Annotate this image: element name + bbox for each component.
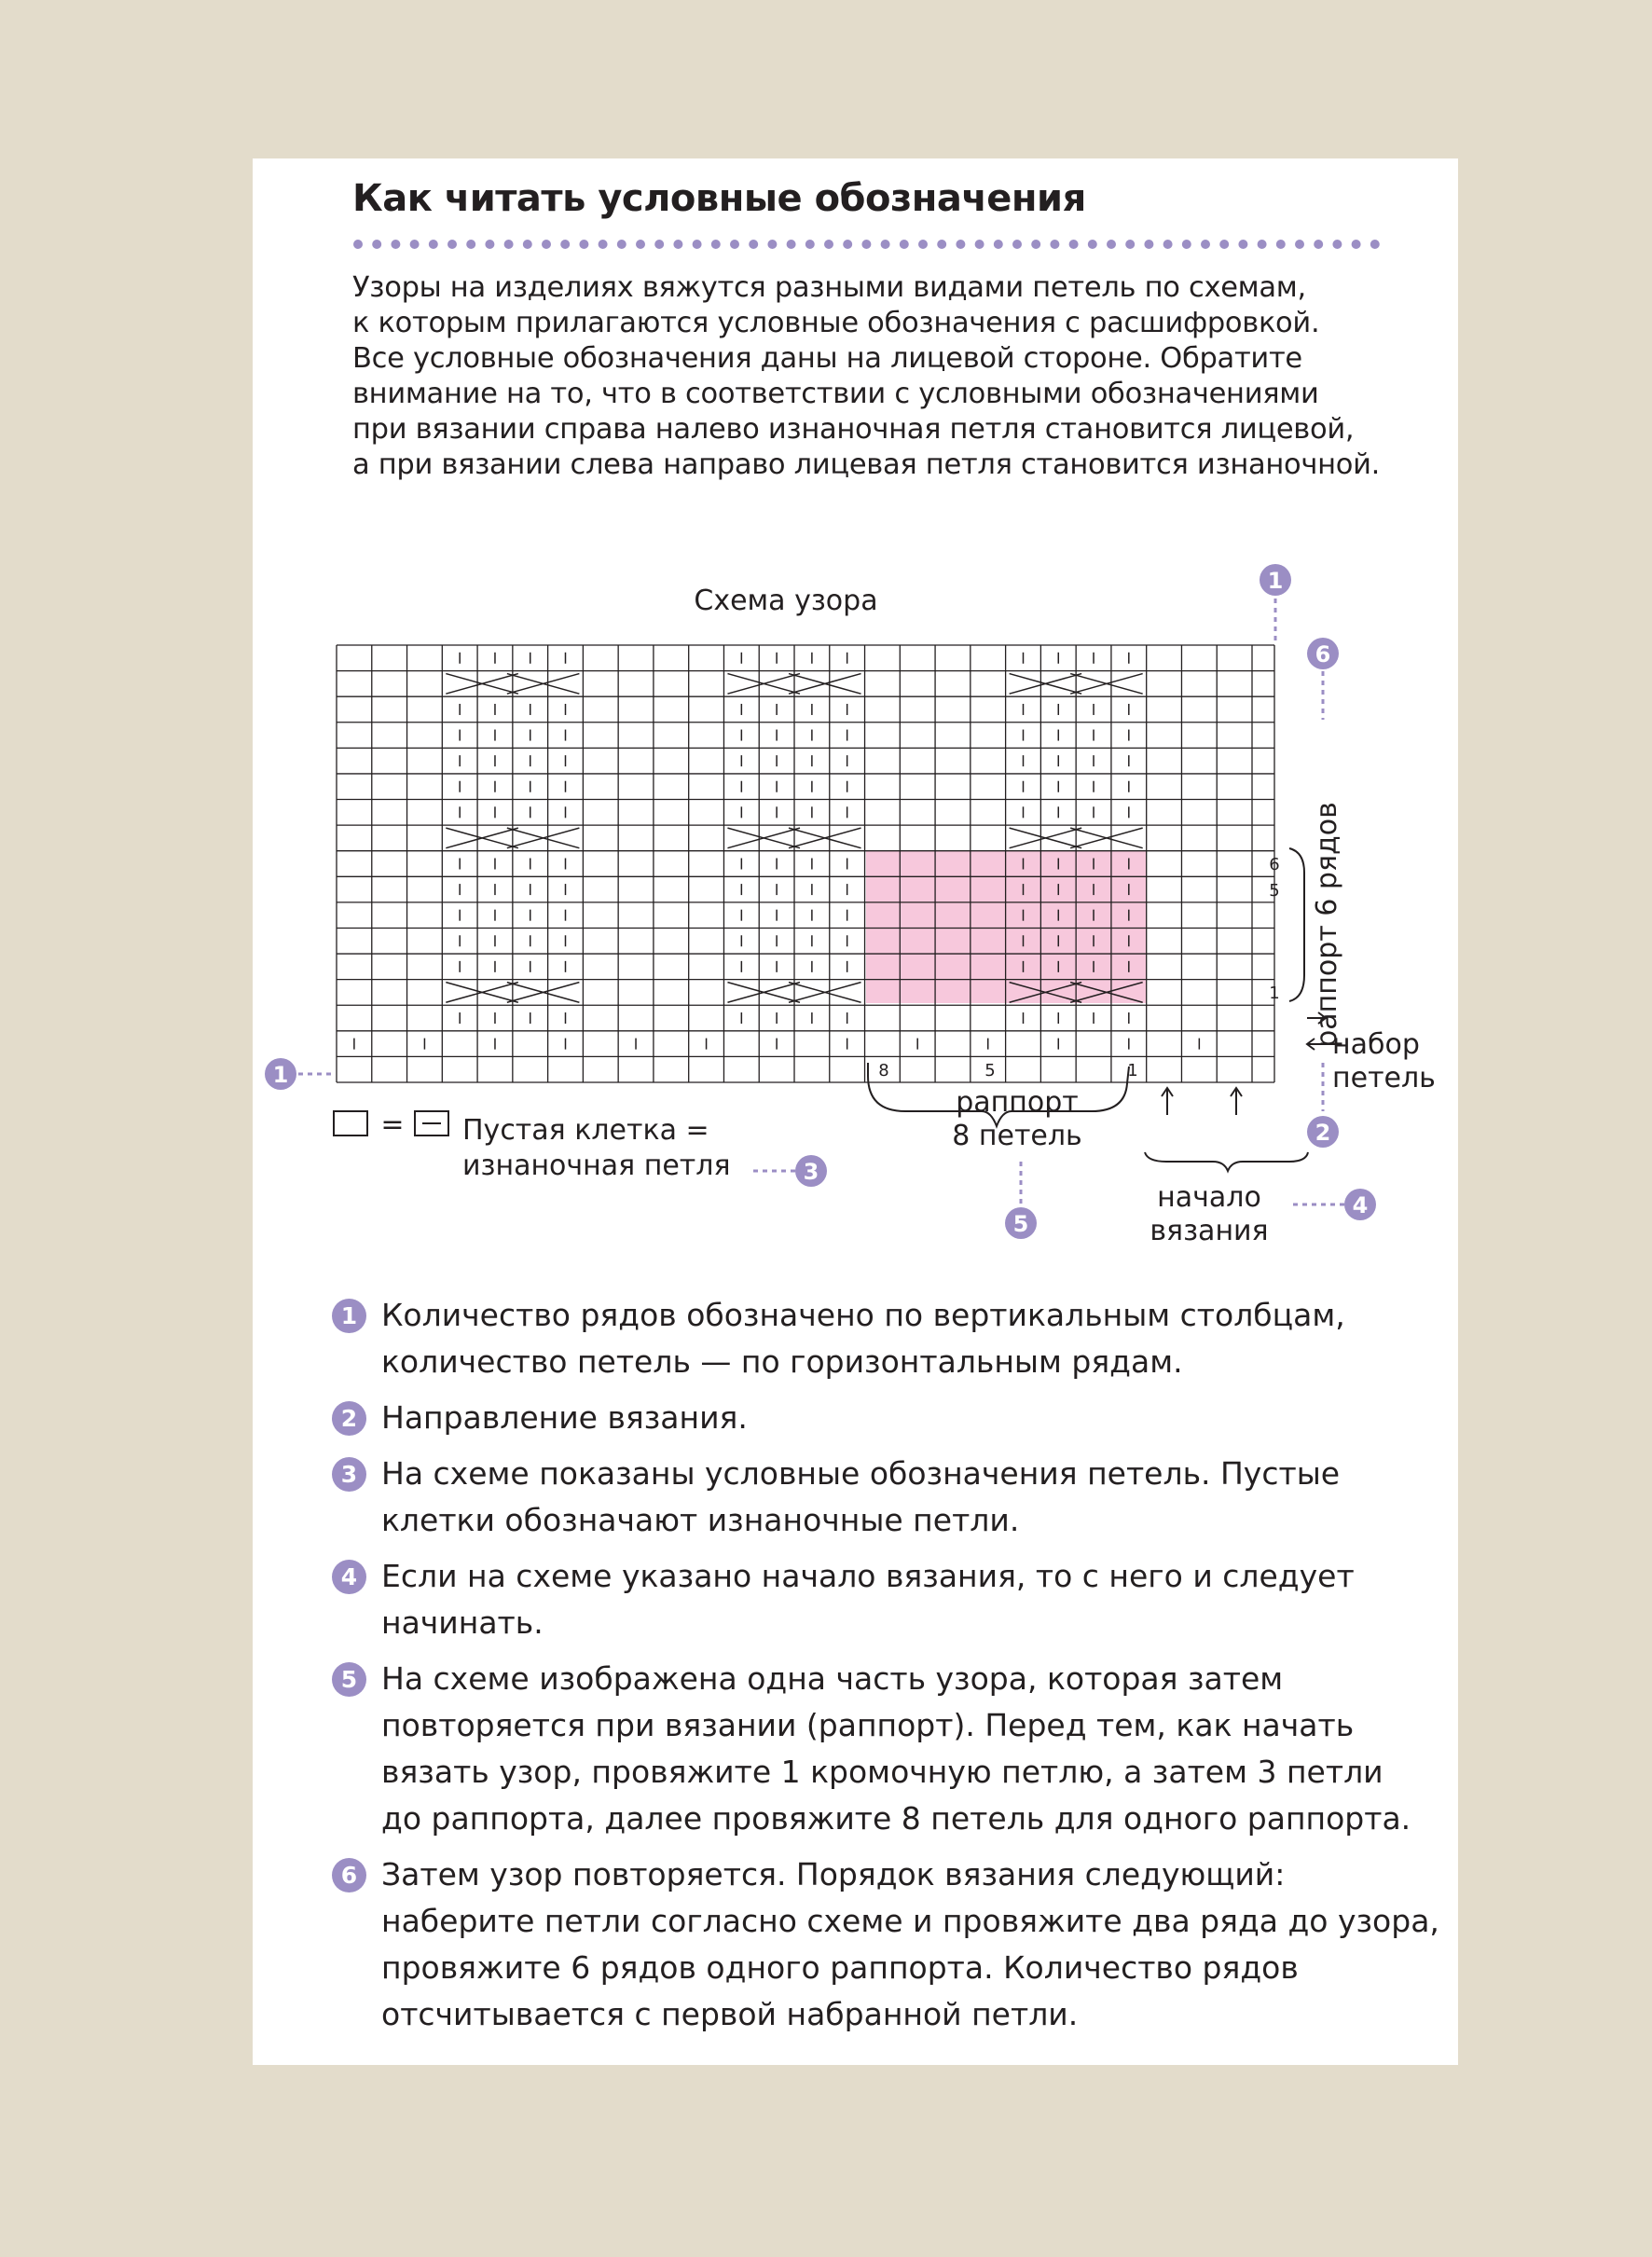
divider-dot: [1031, 240, 1040, 249]
note-line: Затем узор повторяется. Порядок вязания следующий:: [381, 1856, 1286, 1892]
note-badge: 1: [332, 1299, 366, 1333]
badge-3-number: 3: [803, 1159, 819, 1185]
start-label-2: вязания: [1150, 1215, 1269, 1247]
divider-dot: [599, 240, 608, 249]
note-line: На схеме изображена одна часть узора, которая затем: [381, 1660, 1284, 1697]
divider-dot: [410, 240, 420, 249]
repeat-rows-bracket: [1289, 848, 1304, 1001]
note-item: [332, 1292, 1432, 1385]
divider-dot: [654, 240, 664, 249]
divider-dot: [1219, 240, 1229, 249]
note-badge: 2: [332, 1401, 366, 1436]
divider-dot: [429, 240, 438, 249]
divider-dot: [861, 240, 871, 249]
page-title: Как читать условные обозначения: [352, 177, 1086, 220]
note-line: количество петель — по горизонтальным рядам.: [381, 1343, 1183, 1380]
divider-dot: [994, 240, 1003, 249]
divider-dot: [956, 240, 965, 249]
legend-line-2: изнаночная петля: [462, 1149, 731, 1182]
divider-dot: [711, 240, 721, 249]
note-line: Если на схеме указано начало вязания, то с него и следует: [381, 1558, 1355, 1594]
intro-line: при вязании справа налево изнаночная петля становится лицевой,: [352, 413, 1355, 446]
note-item: [332, 1656, 1432, 1842]
divider-dot: [1088, 240, 1097, 249]
note-line: повторяется при вязании (раппорт). Перед тем, как начать: [381, 1707, 1355, 1743]
intro-paragraph: [352, 270, 1387, 483]
badge-5-number: 5: [1012, 1211, 1029, 1237]
divider-dot: [900, 240, 909, 249]
repeat-stitches-label-2: 8 петель: [952, 1120, 1082, 1152]
divider-dot: [1314, 240, 1323, 249]
divider-dot: [730, 240, 739, 249]
divider-dot: [1163, 240, 1173, 249]
row-number-6: 6: [1269, 855, 1280, 874]
stitch-number-8: 8: [878, 1061, 889, 1080]
divider-dot: [1352, 240, 1361, 249]
divider-dot: [617, 240, 626, 249]
pattern-diagram: [253, 541, 1458, 1268]
divider-dot: [466, 240, 475, 249]
divider-dot: [579, 240, 588, 249]
note-item: [332, 1851, 1439, 2038]
note-line: до раппорта, далее провяжите 8 петель для одного раппорта.: [381, 1800, 1411, 1837]
badge-6-number: 6: [1315, 641, 1331, 667]
note-badge: 5: [332, 1662, 366, 1697]
note-line: провяжите 6 рядов одного раппорта. Количество рядов: [381, 1949, 1299, 1986]
note-line: начинать.: [381, 1604, 544, 1641]
divider-dot: [1144, 240, 1153, 249]
divider-dot: [447, 240, 457, 249]
stitch-number-1: 1: [1127, 1061, 1138, 1080]
note-item: [332, 1553, 1432, 1646]
intro-line: Узоры на изделиях вяжутся разными видами петель по схемам,: [352, 271, 1306, 304]
note-badge: 4: [332, 1560, 366, 1594]
repeat-rows-label: раппорт 6 рядов: [1311, 802, 1343, 1048]
intro-line: Все условные обозначения даны на лицевой стороне. Обратите: [352, 342, 1302, 375]
diagram-title: Схема узора: [694, 585, 878, 617]
notes-list: [332, 1292, 1439, 2047]
divider-dot: [767, 240, 777, 249]
divider-dot: [975, 240, 984, 249]
divider-dot: [391, 240, 400, 249]
divider-dot: [560, 240, 570, 249]
divider-dot: [1276, 240, 1286, 249]
note-line: наберите петли согласно схеме и провяжите два ряда до узора,: [381, 1903, 1439, 1939]
intro-line: к которым прилагаются условные обозначения с расшифровкой.: [352, 307, 1320, 339]
note-badge: 6: [332, 1858, 366, 1892]
start-bracket: [1145, 1152, 1308, 1171]
note-line: отсчитывается с первой набранной петли.: [381, 1996, 1079, 2032]
row-number-1: 1: [1269, 984, 1280, 1003]
badge-leaders: [298, 580, 1353, 1204]
cast-on-label-1: набор: [1332, 1028, 1420, 1061]
divider-dot: [1201, 240, 1210, 249]
stitch-number-5: 5: [984, 1061, 996, 1080]
divider-dot: [542, 240, 551, 249]
divider-dot: [504, 240, 514, 249]
divider-dot: [1258, 240, 1267, 249]
note-line: Направление вязания.: [381, 1399, 748, 1436]
divider-dot: [881, 240, 890, 249]
divider-dot: [1182, 240, 1191, 249]
divider-dot: [824, 240, 833, 249]
badge-1-left-number: 1: [272, 1062, 289, 1088]
divider-dot: [485, 240, 494, 249]
divider-dot: [1332, 240, 1342, 249]
divider-dot: [843, 240, 852, 249]
intro-line: внимание на то, что в соответствии с условными обозначениями: [352, 378, 1319, 410]
divider-dot: [1107, 240, 1116, 249]
row-number-5: 5: [1269, 881, 1280, 901]
note-item: [332, 1395, 1432, 1441]
dotted-divider: [352, 239, 1380, 250]
divider-dot: [1370, 240, 1380, 249]
empty-cell-icon: [334, 1111, 367, 1135]
divider-dot: [693, 240, 702, 249]
divider-dot: [1050, 240, 1059, 249]
note-line: На схеме показаны условные обозначения петель. Пустые: [381, 1455, 1341, 1492]
badge-2-number: 2: [1315, 1120, 1331, 1146]
divider-dot: [937, 240, 946, 249]
badge-4-number: 4: [1352, 1192, 1369, 1218]
divider-dot: [1295, 240, 1304, 249]
divider-dot: [523, 240, 532, 249]
repeat-stitches-label-1: раппорт: [956, 1086, 1079, 1119]
divider-dot: [1238, 240, 1247, 249]
note-item: [332, 1451, 1432, 1544]
note-line: вязать узор, провяжите 1 кромочную петлю, а затем 3 петли: [381, 1754, 1384, 1790]
divider-dot: [372, 240, 381, 249]
note-badge: 3: [332, 1457, 366, 1492]
legend-equals: =: [380, 1108, 405, 1141]
divider-dot: [1012, 240, 1022, 249]
divider-dot: [749, 240, 758, 249]
legend-line-1: Пустая клетка =: [462, 1114, 709, 1147]
divider-dot: [673, 240, 682, 249]
start-label-1: начало: [1157, 1181, 1261, 1214]
note-line: клетки обозначают изнаночные петли.: [381, 1502, 1020, 1538]
note-line: Количество рядов обозначено по вертикальным столбцам,: [381, 1297, 1345, 1333]
divider-dot: [1125, 240, 1135, 249]
divider-dot: [1069, 240, 1079, 249]
divider-dot: [918, 240, 928, 249]
divider-dot: [787, 240, 796, 249]
divider-dot: [805, 240, 815, 249]
divider-dot: [353, 240, 363, 249]
cast-on-label-2: петель: [1332, 1062, 1436, 1094]
divider-dot: [636, 240, 645, 249]
badge-1-top-number: 1: [1267, 568, 1284, 594]
intro-line: а при вязании слева направо лицевая петля становится изнаночной.: [352, 448, 1381, 481]
